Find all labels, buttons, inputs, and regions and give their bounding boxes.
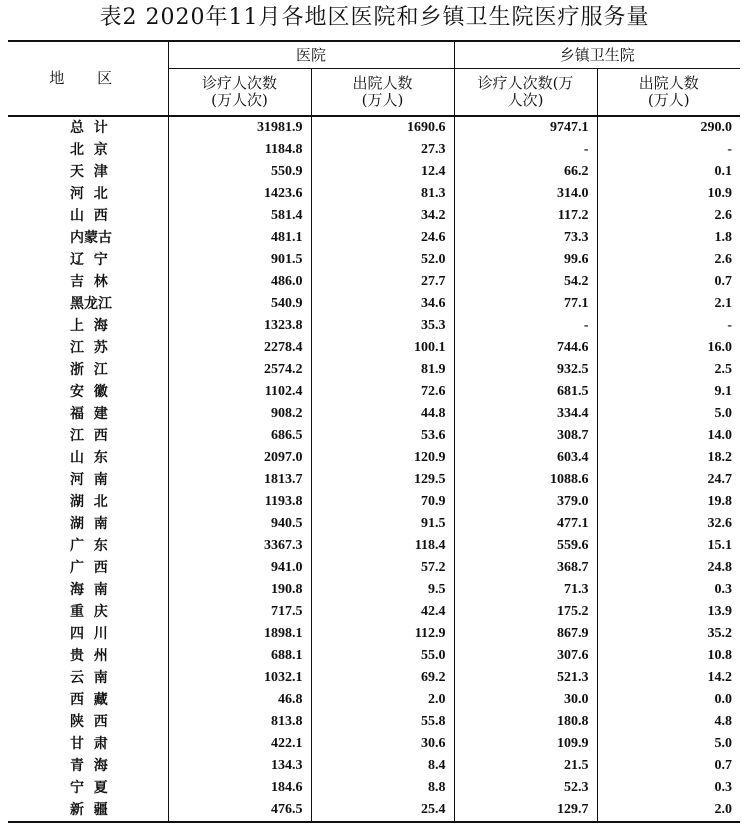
table-row <box>8 249 740 271</box>
region-cell: 青 海 <box>8 755 168 777</box>
region-cell: 黑龙江 <box>8 293 168 315</box>
township-visits-cell: - <box>454 315 597 337</box>
header-hospital-discharge: 出院人数 (万人) <box>311 69 454 117</box>
table-row <box>8 271 740 293</box>
hospital-discharge-cell: 100.1 <box>311 337 454 359</box>
township-visits-cell: 71.3 <box>454 579 597 601</box>
table-title: 表2 2020年11月各地区医院和乡镇卫生院医疗服务量 <box>99 5 650 30</box>
township-discharge-cell: 0.1 <box>714 164 733 179</box>
region-cell: 上 海 <box>8 315 168 337</box>
hospital-discharge-cell: 44.8 <box>311 403 454 425</box>
region-cell: 陕 西 <box>8 711 168 733</box>
hospital-discharge-cell: 2.0 <box>311 689 454 711</box>
township-visits-cell: 52.3 <box>454 777 597 799</box>
header-township-visits: 诊疗人次数(万 人次) <box>454 69 597 117</box>
hospital-discharge-cell: 42.4 <box>311 601 454 623</box>
hospital-visits-cell: 901.5 <box>168 249 311 271</box>
township-discharge-cell: 4.8 <box>714 714 733 729</box>
hospital-visits-cell: 476.5 <box>168 799 311 822</box>
township-discharge-cell: 1.8 <box>714 230 733 245</box>
table-row <box>8 227 740 249</box>
hospital-visits-cell: 3367.3 <box>168 535 311 557</box>
region-cell: 浙 江 <box>8 359 168 381</box>
table-row <box>8 601 740 623</box>
hospital-visits-cell: 688.1 <box>168 645 311 667</box>
hospital-discharge-cell: 27.3 <box>311 139 454 161</box>
township-discharge-cell: 0.3 <box>714 780 733 795</box>
region-cell: 河 南 <box>8 469 168 491</box>
hospital-visits-cell: 1898.1 <box>168 623 311 645</box>
hospital-visits-cell: 2574.2 <box>168 359 311 381</box>
township-visits-cell: 867.9 <box>454 623 597 645</box>
region-cell: 四 川 <box>8 623 168 645</box>
township-visits-cell: 54.2 <box>454 271 597 293</box>
hospital-visits-cell: 184.6 <box>168 777 311 799</box>
hospital-discharge-cell: 120.9 <box>311 447 454 469</box>
township-visits-cell: 129.7 <box>454 799 597 822</box>
table-row <box>8 645 740 667</box>
township-visits-cell: 307.6 <box>454 645 597 667</box>
township-visits-cell: 175.2 <box>454 601 597 623</box>
township-visits-cell: 99.6 <box>454 249 597 271</box>
hospital-discharge-cell: 25.4 <box>311 799 454 822</box>
township-discharge-cell: 24.7 <box>707 472 733 487</box>
region-cell: 贵 州 <box>8 645 168 667</box>
table-row <box>8 799 740 822</box>
township-visits-cell: 73.3 <box>454 227 597 249</box>
township-discharge-cell: 13.9 <box>707 604 733 619</box>
region-cell: 福 建 <box>8 403 168 425</box>
table-row <box>8 381 740 403</box>
header-township-discharge: 出院人数 (万人) <box>638 74 699 109</box>
township-discharge-cell: 18.2 <box>707 450 733 465</box>
table-row <box>8 491 740 513</box>
township-visits-cell: 66.2 <box>454 161 597 183</box>
table-row <box>8 403 740 425</box>
township-visits-cell: 521.3 <box>454 667 597 689</box>
table-row <box>8 293 740 315</box>
region-cell: 天 津 <box>8 161 168 183</box>
township-visits-cell: 77.1 <box>454 293 597 315</box>
hospital-visits-cell: 1193.8 <box>168 491 311 513</box>
hospital-visits-cell: 717.5 <box>168 601 311 623</box>
township-visits-cell: 1088.6 <box>454 469 597 491</box>
hospital-visits-cell: 422.1 <box>168 733 311 755</box>
region-cell: 广 西 <box>8 557 168 579</box>
hospital-discharge-cell: 12.4 <box>311 161 454 183</box>
table-row <box>8 623 740 645</box>
region-cell: 吉 林 <box>8 271 168 293</box>
township-discharge-cell: 0.3 <box>714 582 733 597</box>
hospital-visits-cell: 31981.9 <box>168 116 311 139</box>
service-volume-table <box>8 40 740 823</box>
hospital-discharge-cell: 1690.6 <box>311 116 454 139</box>
table-body <box>8 116 740 822</box>
table-row <box>8 183 740 205</box>
township-visits-cell: 368.7 <box>454 557 597 579</box>
table-row <box>8 205 740 227</box>
township-visits-cell: 379.0 <box>454 491 597 513</box>
hospital-visits-cell: 486.0 <box>168 271 311 293</box>
township-visits-cell: - <box>454 139 597 161</box>
hospital-visits-cell: 540.9 <box>168 293 311 315</box>
township-visits-cell: 681.5 <box>454 381 597 403</box>
hospital-visits-cell: 1184.8 <box>168 139 311 161</box>
hospital-visits-cell: 481.1 <box>168 227 311 249</box>
region-cell: 甘 肃 <box>8 733 168 755</box>
township-visits-cell: 117.2 <box>454 205 597 227</box>
township-discharge-cell: 5.0 <box>714 736 733 751</box>
township-visits-cell: 314.0 <box>454 183 597 205</box>
region-cell: 广 东 <box>8 535 168 557</box>
township-discharge-cell: 2.0 <box>597 799 740 822</box>
township-visits-cell: 308.7 <box>454 425 597 447</box>
table-row <box>8 733 740 755</box>
hospital-visits-cell: 686.5 <box>168 425 311 447</box>
region-cell: 云 南 <box>8 667 168 689</box>
township-visits-cell: 30.0 <box>454 689 597 711</box>
hospital-visits-cell: 190.8 <box>168 579 311 601</box>
hospital-discharge-cell: 69.2 <box>311 667 454 689</box>
hospital-visits-cell: 134.3 <box>168 755 311 777</box>
hospital-discharge-cell: 27.7 <box>311 271 454 293</box>
table-row <box>8 777 740 799</box>
township-discharge-cell: 14.2 <box>707 670 733 685</box>
township-visits-cell: 559.6 <box>454 535 597 557</box>
table-row <box>8 337 740 359</box>
region-cell: 湖 北 <box>8 491 168 513</box>
hospital-visits-cell: 813.8 <box>168 711 311 733</box>
table-row <box>8 667 740 689</box>
hospital-discharge-cell: 8.8 <box>311 777 454 799</box>
township-discharge-cell: 2.1 <box>714 296 733 311</box>
region-cell: 北 京 <box>8 139 168 161</box>
region-cell: 山 西 <box>8 205 168 227</box>
hospital-visits-cell: 1423.6 <box>168 183 311 205</box>
region-cell: 辽 宁 <box>8 249 168 271</box>
table-row <box>8 535 740 557</box>
hospital-visits-cell: 2097.0 <box>168 447 311 469</box>
hospital-discharge-cell: 70.9 <box>311 491 454 513</box>
hospital-discharge-cell: 81.3 <box>311 183 454 205</box>
region-cell: 重 庆 <box>8 601 168 623</box>
township-discharge-cell: 19.8 <box>707 494 733 509</box>
table-row <box>8 469 740 491</box>
township-discharge-cell: 24.8 <box>707 560 733 575</box>
hospital-discharge-cell: 72.6 <box>311 381 454 403</box>
township-visits-cell: 9747.1 <box>454 116 597 139</box>
township-discharge-cell: 15.1 <box>707 538 733 553</box>
header-hospital-visits: 诊疗人次数 (万人次) <box>168 69 311 117</box>
township-discharge-cell: 5.0 <box>714 406 733 421</box>
region-cell: 河 北 <box>8 183 168 205</box>
township-discharge-cell: - <box>727 318 733 333</box>
township-visits-cell: 744.6 <box>454 337 597 359</box>
table-row <box>8 755 740 777</box>
table-row <box>8 689 740 711</box>
region-cell: 安 徽 <box>8 381 168 403</box>
township-visits-cell: 603.4 <box>454 447 597 469</box>
region-cell: 海 南 <box>8 579 168 601</box>
hospital-discharge-cell: 34.2 <box>311 205 454 227</box>
township-visits-cell: 932.5 <box>454 359 597 381</box>
township-visits-cell: 477.1 <box>454 513 597 535</box>
hospital-visits-cell: 940.5 <box>168 513 311 535</box>
hospital-discharge-cell: 81.9 <box>311 359 454 381</box>
township-discharge-cell: 2.6 <box>714 252 733 267</box>
hospital-visits-cell: 908.2 <box>168 403 311 425</box>
township-visits-cell: 180.8 <box>454 711 597 733</box>
hospital-visits-cell: 550.9 <box>168 161 311 183</box>
table-row <box>8 139 740 161</box>
hospital-visits-cell: 46.8 <box>168 689 311 711</box>
township-discharge-cell: 35.2 <box>707 626 733 641</box>
table-row <box>8 315 740 337</box>
hospital-discharge-cell: 24.6 <box>311 227 454 249</box>
hospital-discharge-cell: 53.6 <box>311 425 454 447</box>
township-discharge-cell: 0.0 <box>714 692 733 707</box>
township-discharge-cell: 10.9 <box>707 186 733 201</box>
table-row <box>8 359 740 381</box>
region-cell: 湖 南 <box>8 513 168 535</box>
township-discharge-cell: 32.6 <box>707 516 733 531</box>
hospital-discharge-cell: 9.5 <box>311 579 454 601</box>
hospital-visits-cell: 1032.1 <box>168 667 311 689</box>
hospital-visits-cell: 1323.8 <box>168 315 311 337</box>
hospital-visits-cell: 1813.7 <box>168 469 311 491</box>
township-discharge-cell: 2.6 <box>714 208 733 223</box>
township-visits-cell: 21.5 <box>454 755 597 777</box>
hospital-discharge-cell: 8.4 <box>311 755 454 777</box>
region-cell: 新 疆 <box>8 799 168 822</box>
hospital-discharge-cell: 30.6 <box>311 733 454 755</box>
township-discharge-cell: 16.0 <box>707 340 733 355</box>
region-cell: 宁 夏 <box>8 777 168 799</box>
region-cell: 江 西 <box>8 425 168 447</box>
hospital-discharge-cell: 118.4 <box>311 535 454 557</box>
region-cell: 总 计 <box>8 116 168 139</box>
hospital-discharge-cell: 55.0 <box>311 645 454 667</box>
region-cell: 西 藏 <box>8 689 168 711</box>
hospital-discharge-cell: 57.2 <box>311 557 454 579</box>
table-row <box>8 557 740 579</box>
table-row <box>8 425 740 447</box>
hospital-discharge-cell: 91.5 <box>311 513 454 535</box>
table-row <box>8 579 740 601</box>
table-row <box>8 161 740 183</box>
hospital-discharge-cell: 35.3 <box>311 315 454 337</box>
township-discharge-cell: 14.0 <box>707 428 733 443</box>
hospital-visits-cell: 2278.4 <box>168 337 311 359</box>
hospital-discharge-cell: 52.0 <box>311 249 454 271</box>
table-row <box>8 447 740 469</box>
region-cell: 江 苏 <box>8 337 168 359</box>
township-discharge-cell: - <box>727 142 733 157</box>
header-hospital: 医院 <box>168 41 454 69</box>
hospital-visits-cell: 1102.4 <box>168 381 311 403</box>
township-discharge-cell: 290.0 <box>700 120 733 135</box>
hospital-discharge-cell: 129.5 <box>311 469 454 491</box>
hospital-visits-cell: 941.0 <box>168 557 311 579</box>
hospital-visits-cell: 581.4 <box>168 205 311 227</box>
table-row <box>8 116 740 139</box>
region-cell: 山 东 <box>8 447 168 469</box>
header-township: 乡镇卫生院 <box>454 41 740 69</box>
hospital-discharge-cell: 55.8 <box>311 711 454 733</box>
region-cell: 内蒙古 <box>8 227 168 249</box>
table-row <box>8 711 740 733</box>
township-discharge-cell: 2.5 <box>714 362 733 377</box>
hospital-discharge-cell: 34.6 <box>311 293 454 315</box>
township-discharge-cell: 0.7 <box>714 274 733 289</box>
hospital-discharge-cell: 112.9 <box>311 623 454 645</box>
header-region: 地 区 <box>8 41 168 116</box>
township-discharge-cell: 0.7 <box>714 758 733 773</box>
township-discharge-cell: 9.1 <box>714 384 733 399</box>
township-visits-cell: 334.4 <box>454 403 597 425</box>
township-discharge-cell: 10.8 <box>707 648 733 663</box>
township-visits-cell: 109.9 <box>454 733 597 755</box>
table-row <box>8 513 740 535</box>
